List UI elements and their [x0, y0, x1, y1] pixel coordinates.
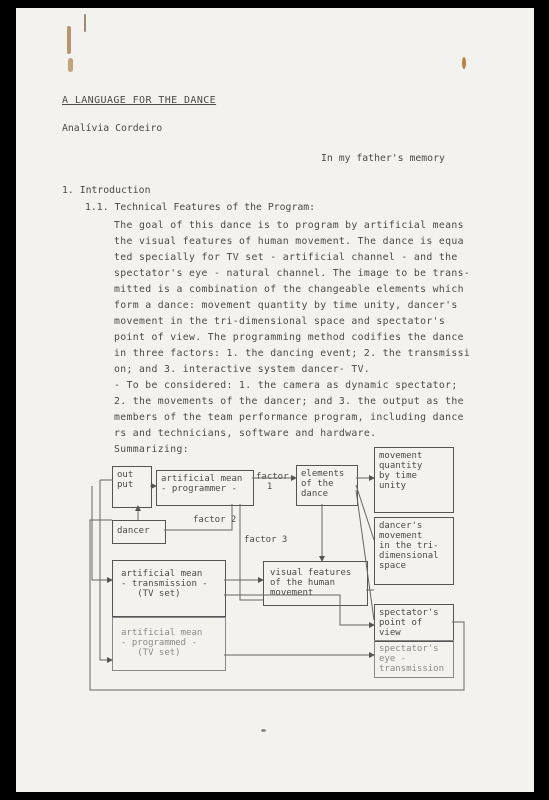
stain-mark [67, 26, 71, 54]
diagram-box-output: out put [112, 466, 152, 508]
body-line: movement in the tri-dimensional space and spectator's [114, 316, 446, 327]
dedication: In my father's memory [321, 153, 445, 164]
body-line: - To be considered: 1. the camera as dynamic spectator; [114, 380, 458, 391]
document-title: A LANGUAGE FOR THE DANCE [62, 95, 217, 106]
body-line: point of view. The programming method codifies the dance [114, 332, 464, 343]
body-line: on; and 3. interactive system dancer- TV. [114, 364, 371, 375]
diagram-box-transmission: artificial mean - transmission - (TV set) [112, 560, 226, 617]
body-line: The goal of this dance is to program by artificial means [114, 220, 464, 231]
body-line: spectator's eye - natural channel. The image to be trans- [114, 268, 471, 279]
diagram-box-dancers-movement: dancer's movement in the tri- dimensional space [374, 517, 454, 585]
diagram-box-dancer: dancer [112, 520, 166, 544]
body-line: 2. the movements of the dancer; and 3. the output as the [114, 396, 464, 407]
diagram-box-spectators-eye: spectator's eye - transmission [374, 640, 454, 678]
diagram-box-movement-quantity: movement quantity by time unity [374, 447, 454, 513]
diagram-box-programmed: artificial mean - programmed - (TV set) [112, 617, 226, 671]
factor-2-label: factor 2 [193, 515, 237, 525]
factor-1-label: factor 1 [256, 472, 289, 492]
body-line: ted specially for TV set - artificial channel - and the [114, 252, 458, 263]
body-line: the visual features of human movement. The dance is equa [114, 236, 464, 247]
diagram-box-artificial-programmer: artificial mean - programmer - [156, 470, 254, 506]
body-line: form a dance: movement quantity by time unity, dancer's [114, 300, 458, 311]
stain-mark [462, 57, 466, 69]
body-line: rs and technicians, software and hardware. [114, 428, 377, 439]
body-line: members of the team performance program, including dance [114, 412, 464, 423]
subsection-heading: 1.1. Technical Features of the Program: [85, 202, 316, 213]
body-line: Summarizing: [114, 444, 189, 455]
stain-mark [261, 729, 266, 732]
body-line: mitted is a combination of the changeable elements which [114, 284, 464, 295]
diagram-box-spectators-point: spectator's point of view [374, 604, 454, 642]
section-heading: 1. Introduction [62, 185, 151, 196]
stain-mark [84, 14, 86, 32]
body-line: in three factors: 1. the dancing event; 2. the transmissi [114, 348, 471, 359]
author-name: Analívia Cordeiro [62, 123, 163, 134]
diagram-box-visual-features: visual features of the human movement [263, 561, 368, 606]
stain-mark [68, 58, 73, 72]
factor-3-label: factor 3 [244, 535, 288, 545]
diagram-box-elements-of-dance: elements of the dance [296, 465, 358, 506]
